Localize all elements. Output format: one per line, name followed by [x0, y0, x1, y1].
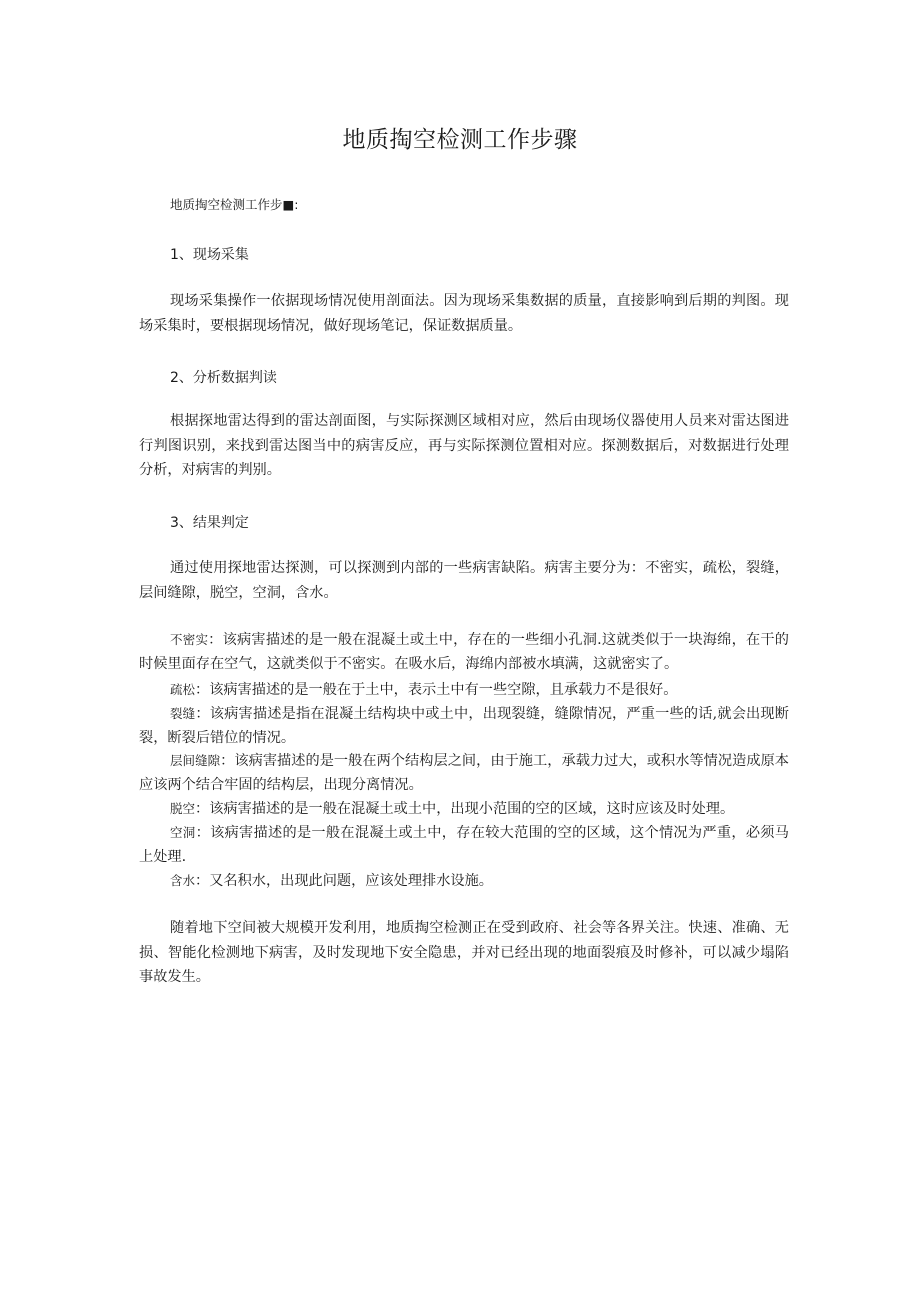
- definition-text: 该病害描述的是一般在混凝土或土中，存在较大范围的空的区域，这个情况为严重，必须马上处理.: [139, 825, 789, 865]
- closing-paragraph: 随着地下空间被大规模开发利用，地质掏空检测正在受到政府、社会等各界关注。快速、准确、无损、智能化检测地下病害，及时发现地下安全隐患，并对已经出现的地面裂痕及时修补，可以减少塌陷事故发生。: [139, 920, 789, 985]
- definition-text: 该病害描述是指在混凝土结构块中或土中，出现裂缝，缝隙情况，严重一些的话,就会出现断裂，断裂后错位的情况。: [139, 706, 789, 746]
- definition-term: 层间缝隙: [170, 753, 221, 768]
- section-heading-2: 2、分析数据判读: [170, 370, 277, 386]
- definition-term: 脱空: [170, 801, 196, 816]
- definition-text: 又名积水，出现此问题，应该处理排水设施。: [209, 873, 493, 889]
- section-body-3: 通过使用探地雷达探测，可以探测到内部的一些病害缺陷。病害主要分为：不密实，疏松，裂缝，层间缝隙，脱空，空洞，含水。: [139, 560, 789, 601]
- definition-term: 含水: [170, 873, 196, 888]
- definition-text: 该病害描述的是一般在混凝土或土中，存在的一些细小孔洞.这就类似于一块海绵，在干的时候里面存在空气，这就类似于不密实。在吸水后，海绵内部被水填满，这就密实了。: [139, 632, 789, 672]
- definition-term: 空洞: [170, 825, 196, 840]
- document-title: 地质掏空检测工作步骤: [342, 127, 578, 153]
- definition-item: [139, 628, 789, 676]
- section-body-1: 现场采集操作一依据现场情况使用剖面法。因为现场采集数据的质量，直接影响到后期的判图。现场采集时，要根据现场情况，做好现场笔记，保证数据质量。: [139, 293, 789, 334]
- definition-item: [139, 797, 789, 821]
- document-subtitle: 地质掏空检测工作步■:: [170, 197, 299, 212]
- definition-term: 裂缝: [170, 706, 196, 721]
- definition-text: 该病害描述的是一般在混凝土或土中，出现小范围的空的区域，这时应该及时处理。: [209, 801, 735, 817]
- section-heading-1: 1、现场采集: [170, 247, 249, 263]
- definition-item: [139, 702, 789, 750]
- definition-separator: ：: [195, 801, 210, 817]
- definition-item: [139, 749, 789, 797]
- definition-item: [139, 821, 789, 869]
- definition-separator: ：: [195, 825, 211, 841]
- definition-separator: ：: [195, 706, 210, 722]
- definition-term: 疏松: [170, 682, 196, 697]
- section-body-2: 根据探地雷达得到的雷达剖面图，与实际探测区域相对应，然后由现场仪器使用人员来对雷达图进行判图识别，来找到雷达图当中的病害反应，再与实际探测位置相对应。探测数据后，对数据进行处理分析，对病害的判别。: [139, 413, 789, 478]
- definition-separator: ：: [220, 753, 235, 769]
- definition-text: 该病害描述的是一般在两个结构层之间，由于施工，承载力过大，或积水等情况造成原本应该两个结合牢固的结构层，出现分离情况。: [139, 753, 789, 793]
- definition-term: 不密实: [170, 632, 209, 647]
- definition-item: [139, 869, 789, 893]
- definition-separator: ：: [208, 632, 223, 648]
- section-heading-3: 3、结果判定: [170, 515, 249, 531]
- definition-separator: ：: [195, 873, 210, 889]
- definition-separator: ：: [195, 682, 210, 698]
- definition-text: 该病害描述的是一般在于土中，表示土中有一些空隙，且承载力不是很好。: [209, 682, 678, 698]
- definition-item: [139, 678, 789, 702]
